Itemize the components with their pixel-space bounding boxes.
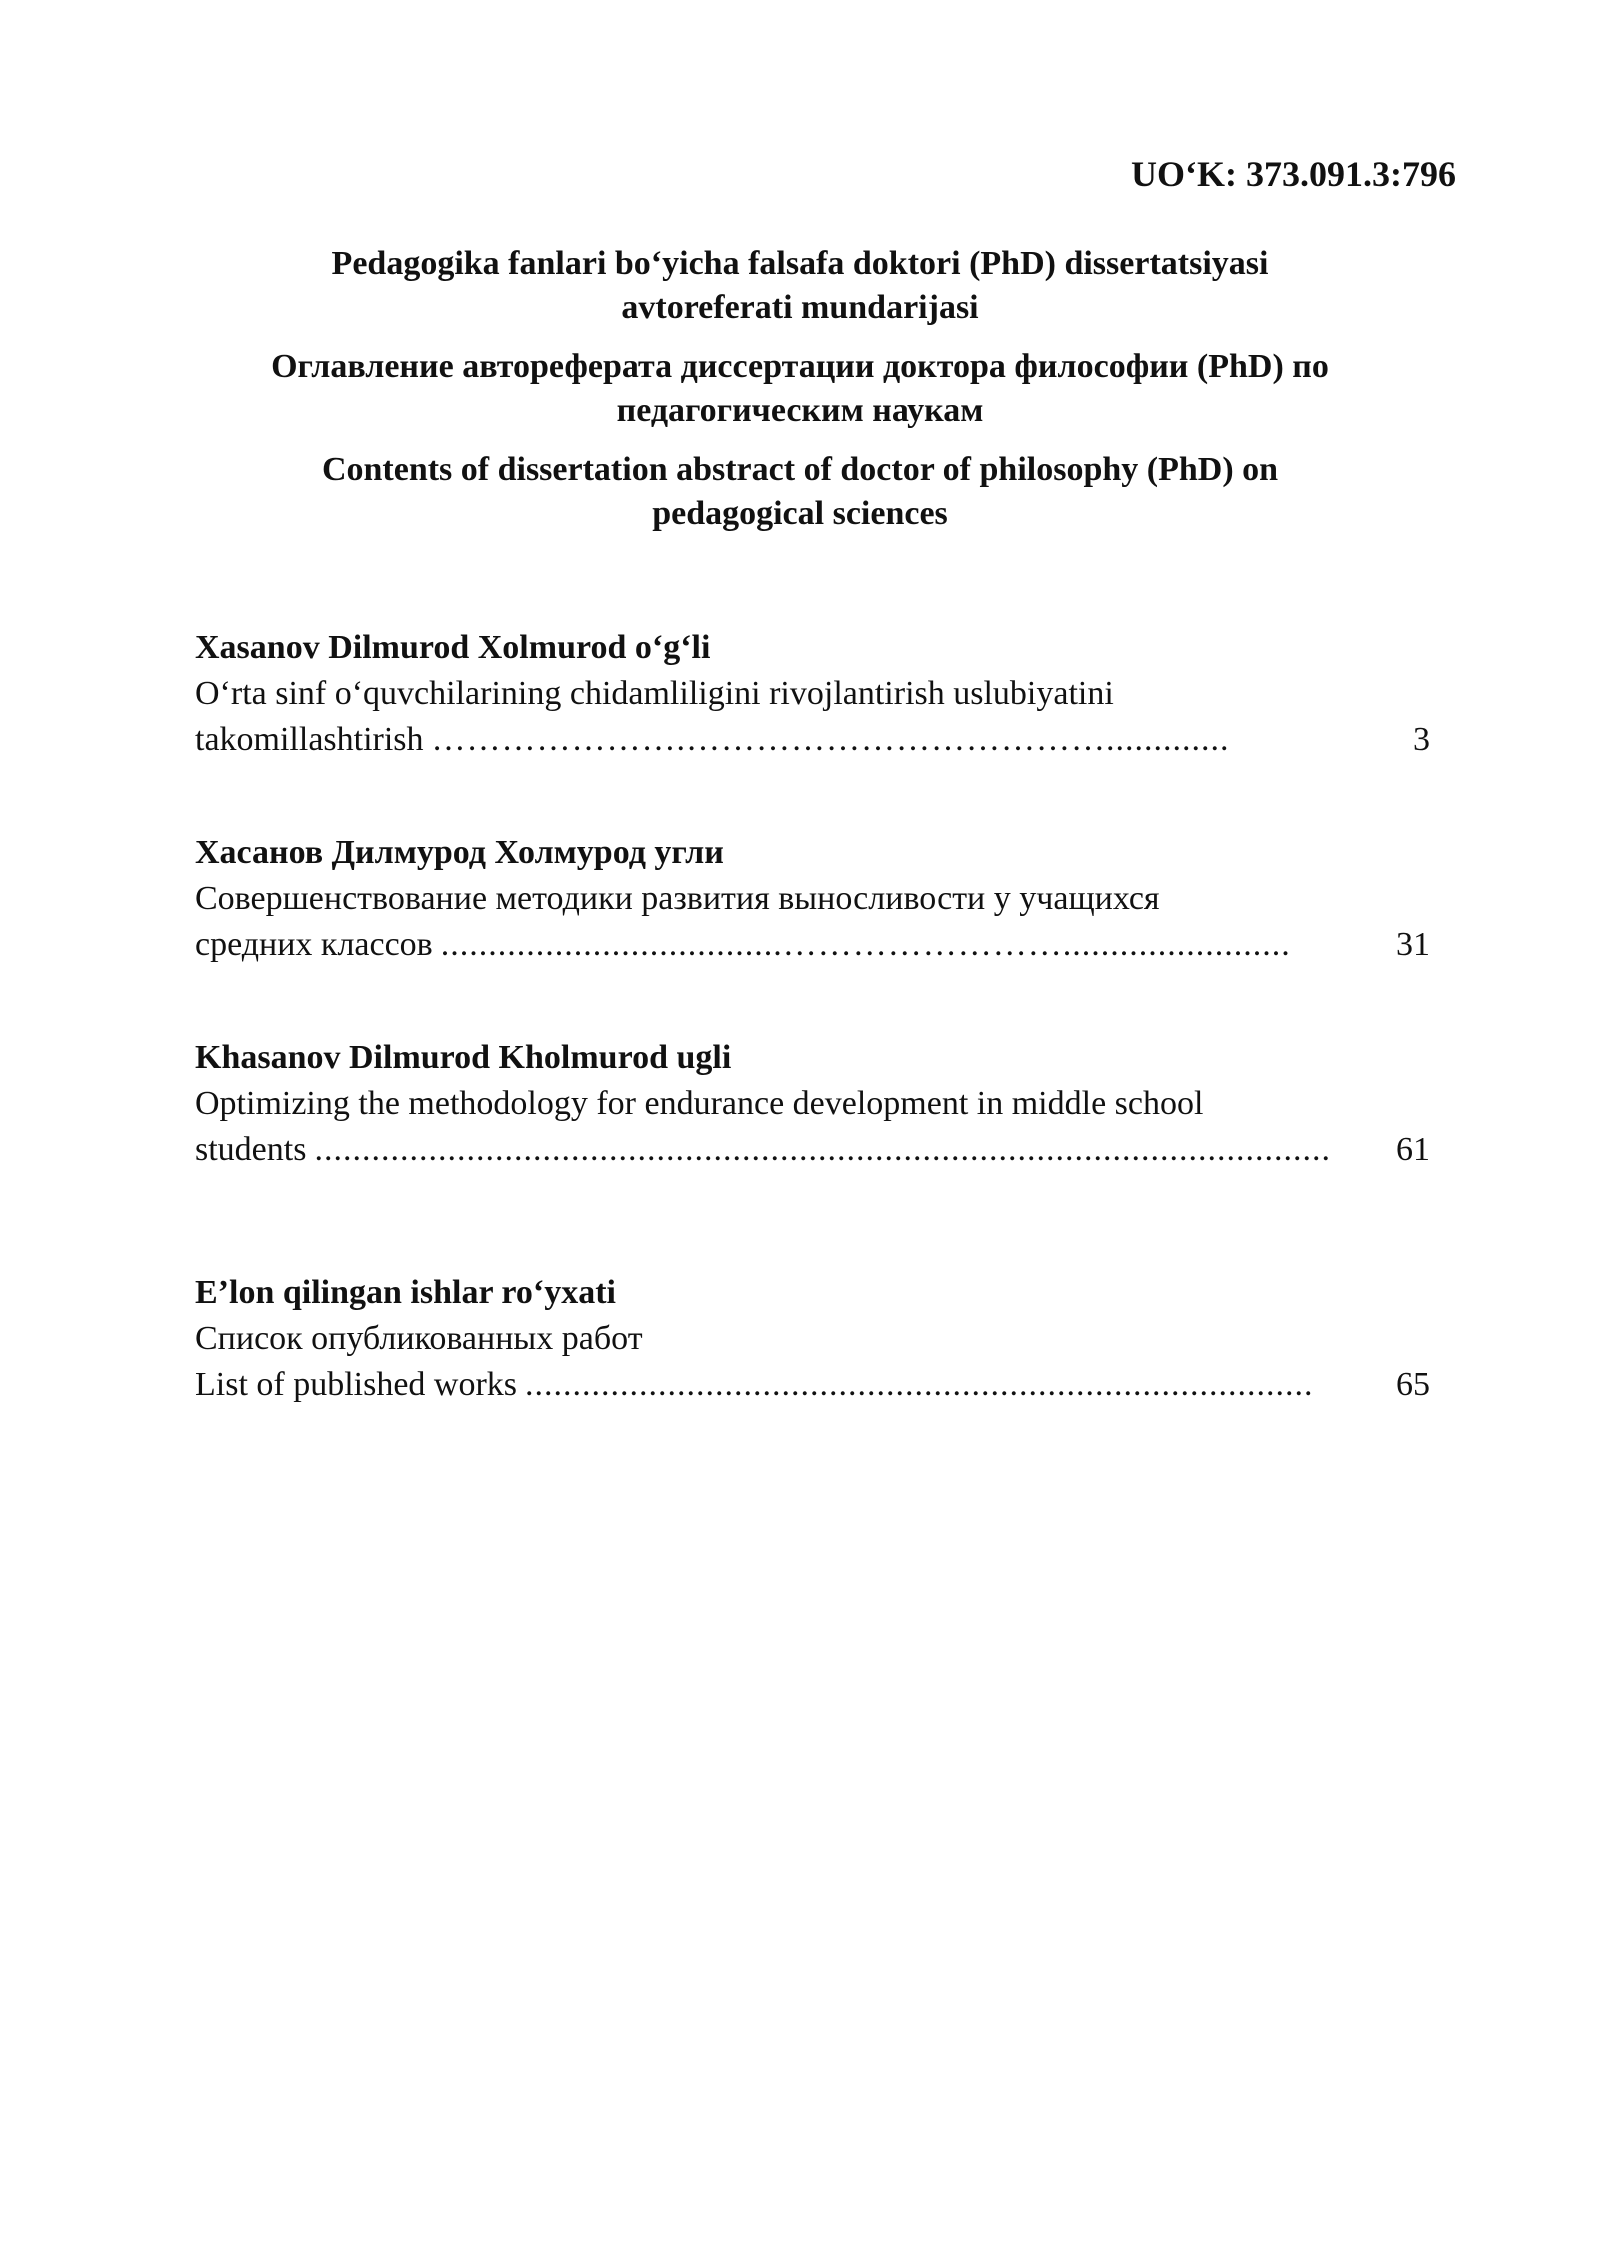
entry-title-line: O‘rta sinf o‘quvchilarining chidamliligini rivojlantirish uslubiyatini [195,675,1114,712]
entry-title-line: Optimizing the methodology for endurance development in middle school [195,1085,1204,1122]
dot-leader: ………………….………………………………............. [431,721,1230,758]
entry-last-line [195,1362,1430,1408]
heading-english-line-2: pedagogical sciences [652,495,948,532]
toc-entry-russian [195,830,1430,968]
entry-last-line [195,922,1430,968]
entry-title-line: Совершенствование методики развития выносливости у учащихся [195,880,1160,917]
entry-title-end: средних классов [195,926,433,963]
entry-last-line [195,717,1430,763]
page-number: 31 [1396,926,1430,963]
heading-russian [200,345,1400,433]
entry-author: Khasanov Dilmurod Kholmurod ugli [195,1039,732,1076]
toc-entry-published-works [195,1270,1430,1408]
heading-english [200,448,1400,536]
heading-uzbek [200,242,1400,330]
toc-entry-uzbek [195,625,1430,763]
dot-leader: ........................................................................................................... [314,1131,1331,1168]
dot-leader: ................................................................................... [525,1366,1314,1403]
entry-title-end: takomillashtirish [195,721,424,758]
published-works-russian: Список опубликованных работ [195,1320,643,1357]
published-works-english: List of published works [195,1366,518,1403]
heading-english-line-1: Contents of dissertation abstract of doctor of philosophy (PhD) on [321,451,1279,488]
heading-uzbek-line-1: Pedagogika fanlari bo‘yicha falsafa doktori (PhD) dissertatsiyasi [331,245,1269,282]
published-works-heading: E’lon qilingan ishlar ro‘yxati [195,1274,616,1311]
page-number: 61 [1396,1131,1430,1168]
entry-last-line [195,1127,1430,1173]
toc-entry-english [195,1035,1430,1173]
entry-author: Хасанов Дилмурод Холмурод угли [195,834,724,871]
page-number: 65 [1396,1366,1430,1403]
dot-leader: ....................................……………………........................ [440,926,1291,963]
heading-russian-line-2: педагогическим наукам [616,392,984,429]
heading-uzbek-line-2: avtoreferati mundarijasi [621,289,979,326]
entry-author: Xasanov Dilmurod Xolmurod o‘g‘li [195,629,711,666]
page-number: 3 [1413,721,1430,758]
entry-title-end: students [195,1131,307,1168]
udk-code: UO‘K: 373.091.3:796 [1131,154,1456,194]
heading-russian-line-1: Оглавление автореферата диссертации доктора философии (PhD) по [271,348,1329,385]
